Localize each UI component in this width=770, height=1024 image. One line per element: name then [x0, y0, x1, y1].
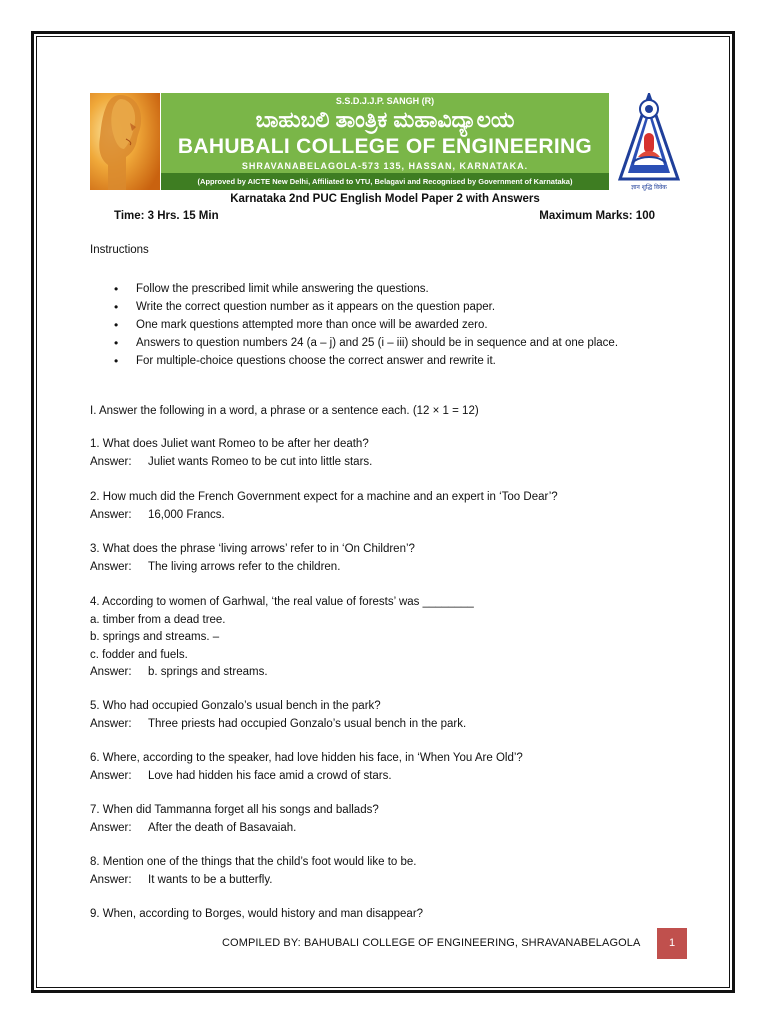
instruction-item: • Answers to question numbers 24 (a – j) and 25 (i – iii) should be in sequence and at one place.	[114, 336, 619, 350]
answer-text: 16,000 Francs.	[148, 508, 225, 521]
answer-text: It wants to be a butterfly.	[148, 873, 273, 886]
answer-line	[90, 820, 379, 838]
answer-label: Answer:	[90, 560, 132, 573]
college-address: SHRAVANABELAGOLA-573 135, HASSAN, KARNATAKA.	[241, 161, 529, 171]
answer-line	[90, 664, 474, 682]
instruction-item: • One mark questions attempted more than once will be awarded zero.	[114, 318, 488, 332]
paper-title: Karnataka 2nd PUC English Model Paper 2 with Answers	[230, 193, 540, 205]
question-text: 9. When, according to Borges, would history and man disappear?	[90, 908, 424, 920]
question-text: 6. Where, according to the speaker, had love hidden his face, in ‘When You Are Old’?	[90, 752, 523, 764]
footer-compiled-by: COMPILED BY: BAHUBALI COLLEGE OF ENGINEERING, SHRAVANABELAGOLA	[222, 937, 641, 949]
option-a: a. timber from a dead tree.	[90, 613, 226, 626]
maximum-marks: Maximum Marks: 100	[539, 210, 655, 222]
answer-line	[90, 768, 523, 786]
bullet-icon: •	[114, 354, 119, 368]
answer-label: Answer:	[90, 769, 132, 782]
bullet-icon: •	[114, 336, 119, 350]
instruction-item: • For multiple-choice questions choose the correct answer and rewrite it.	[114, 354, 496, 368]
question-6	[90, 750, 523, 785]
question-3	[90, 541, 415, 576]
bullet-icon: •	[114, 282, 119, 296]
answer-text: Love had hidden his face amid a crowd of stars.	[148, 769, 392, 782]
answer-line	[90, 559, 415, 577]
question-text: 2. How much did the French Government expect for a machine and an expert in ‘Too Dear’?	[90, 491, 558, 503]
svg-text:ज्ञान शुद्धि विवेक: ज्ञान शुद्धि विवेक	[631, 184, 667, 191]
question-2	[90, 489, 558, 524]
question-1	[90, 436, 372, 471]
answer-label: Answer:	[90, 717, 132, 730]
page-number-badge: 1	[657, 928, 687, 959]
answer-label: Answer:	[90, 873, 132, 886]
instruction-item: • Follow the prescribed limit while answering the questions.	[114, 282, 429, 296]
answer-text: After the death of Basavaiah.	[148, 821, 297, 834]
instructions-list	[114, 280, 618, 370]
question-4	[90, 594, 474, 682]
bullet-icon: •	[114, 300, 119, 314]
answer-label: Answer:	[90, 666, 132, 678]
question-text: 5. Who had occupied Gonzalo’s usual bench in the park?	[90, 700, 381, 712]
answer-label: Answer:	[90, 821, 132, 834]
approval-note: (Approved by AICTE New Delhi, Affiliated to VTU, Belagavi and Recognised by Government of Karnataka)	[161, 173, 609, 190]
question-8	[90, 854, 416, 889]
section-heading: I. Answer the following in a word, a phrase or a sentence each. (12 × 1 = 12)	[90, 405, 479, 417]
option-b: b. springs and streams. –	[90, 631, 220, 643]
answer-line	[90, 507, 558, 525]
question-text: 3. What does the phrase ‘living arrows’ refer to in ‘On Children’?	[90, 543, 415, 555]
college-name: BAHUBALI COLLEGE OF ENGINEERING	[177, 135, 593, 158]
answer-text: Juliet wants Romeo to be cut into little stars.	[148, 455, 373, 468]
college-emblem-icon	[618, 93, 680, 193]
time-allowed: Time: 3 Hrs. 15 Min	[114, 210, 219, 222]
org-name: S.S.D.J.J.P. SANGH (R)	[335, 96, 435, 106]
answer-label: Answer:	[90, 455, 132, 468]
instruction-item: • Write the correct question number as it appears on the question paper.	[114, 300, 496, 314]
college-banner	[161, 93, 609, 190]
answer-text: Three priests had occupied Gonzalo’s usual bench in the park.	[148, 717, 467, 730]
answer-line	[90, 716, 466, 734]
question-7	[90, 802, 379, 837]
answer-line	[90, 454, 372, 472]
question-text: 7. When did Tammanna forget all his songs and ballads?	[90, 804, 379, 816]
instructions-heading: Instructions	[90, 244, 149, 256]
question-9	[90, 906, 423, 924]
answer-line	[90, 872, 416, 890]
question-5	[90, 698, 466, 733]
question-text: 1. What does Juliet want Romeo to be after her death?	[90, 438, 369, 450]
bahubali-statue-image	[90, 93, 160, 190]
answer-label: Answer:	[90, 508, 132, 521]
option-c: c. fodder and fuels.	[90, 648, 188, 661]
question-text: 8. Mention one of the things that the child’s foot would like to be.	[90, 856, 417, 868]
answer-text: b. springs and streams.	[148, 666, 268, 678]
question-text: 4. According to women of Garhwal, ‘the real value of forests’ was ________	[90, 596, 474, 608]
college-name-kannada: ಬಾಹುಬಲಿ ತಾಂತ್ರಿಕ ಮಹಾವಿದ್ಯಾಲಯ	[255, 107, 515, 132]
bullet-icon: •	[114, 318, 119, 332]
answer-text: The living arrows refer to the children.	[148, 560, 341, 573]
